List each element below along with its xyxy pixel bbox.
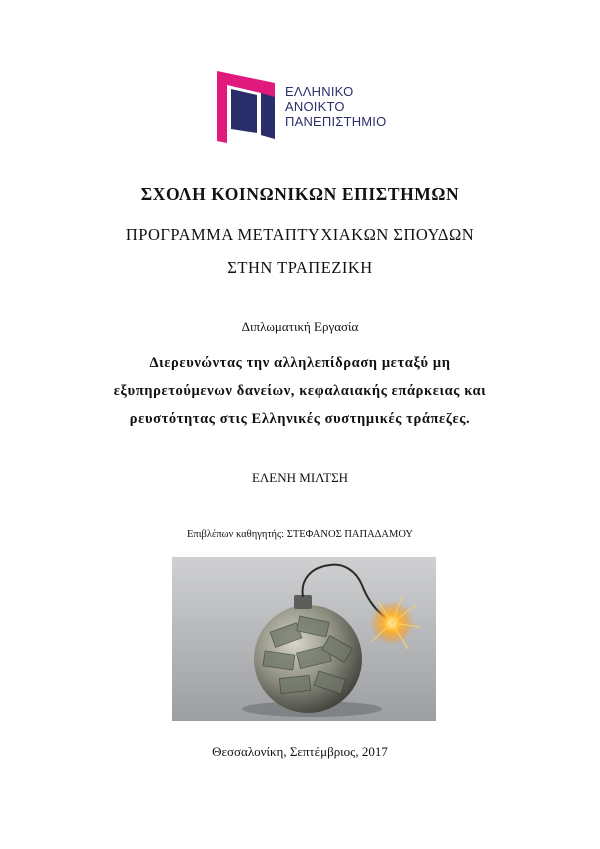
thesis-title-line-1: Διερευνώντας την αλληλεπίδραση μεταξύ μη (149, 355, 451, 371)
program-line-1: ΠΡΟΓΡΑΜΜΑ ΜΕΤΑΠΤΥΧΙΑΚΩΝ ΣΠΟΥΔΩΝ (125, 225, 475, 244)
logo-text (285, 84, 386, 129)
author-name: ΕΛΕΝΗ ΜΙΛΤΣΗ (251, 470, 349, 485)
supervisor-line: Επιβλέπων καθηγητής: ΣΤΕΦΑΝΟΣ ΠΑΠΑΔΑΜΟΥ (187, 529, 413, 540)
thesis-title-line-3: ρευστότητας στις Ελληνικές συστημικές τράπεζες. (129, 411, 471, 427)
program-line-2: ΣΤΗΝ ΤΡΑΠΕΖΙΚΗ (227, 258, 373, 277)
money-bomb-photo (172, 557, 436, 721)
logo-emblem-icon (217, 71, 283, 143)
thesis-title (0, 349, 600, 433)
logo-line-1: ΕΛΛΗΝΙΚΟ (285, 84, 354, 99)
thesis-label: Διπλωματική Εργασία (241, 319, 359, 334)
place-date: Θεσσαλονίκη, Σεπτέμβριος, 2017 (212, 744, 388, 759)
school-heading: ΣΧΟΛΗ ΚΟΙΝΩΝΙΚΩΝ ΕΠΙΣΤΗΜΩΝ (140, 184, 460, 204)
logo-line-3: ΠΑΝΕΠΙΣΤΗΜΙΟ (285, 114, 387, 129)
university-logo (217, 71, 402, 143)
thesis-title-line-2: εξυπηρετούμενων δανείων, κεφαλαιακής επάρκειας και (113, 383, 487, 399)
logo-line-2: ΑΝΟΙΚΤΟ (285, 99, 345, 114)
